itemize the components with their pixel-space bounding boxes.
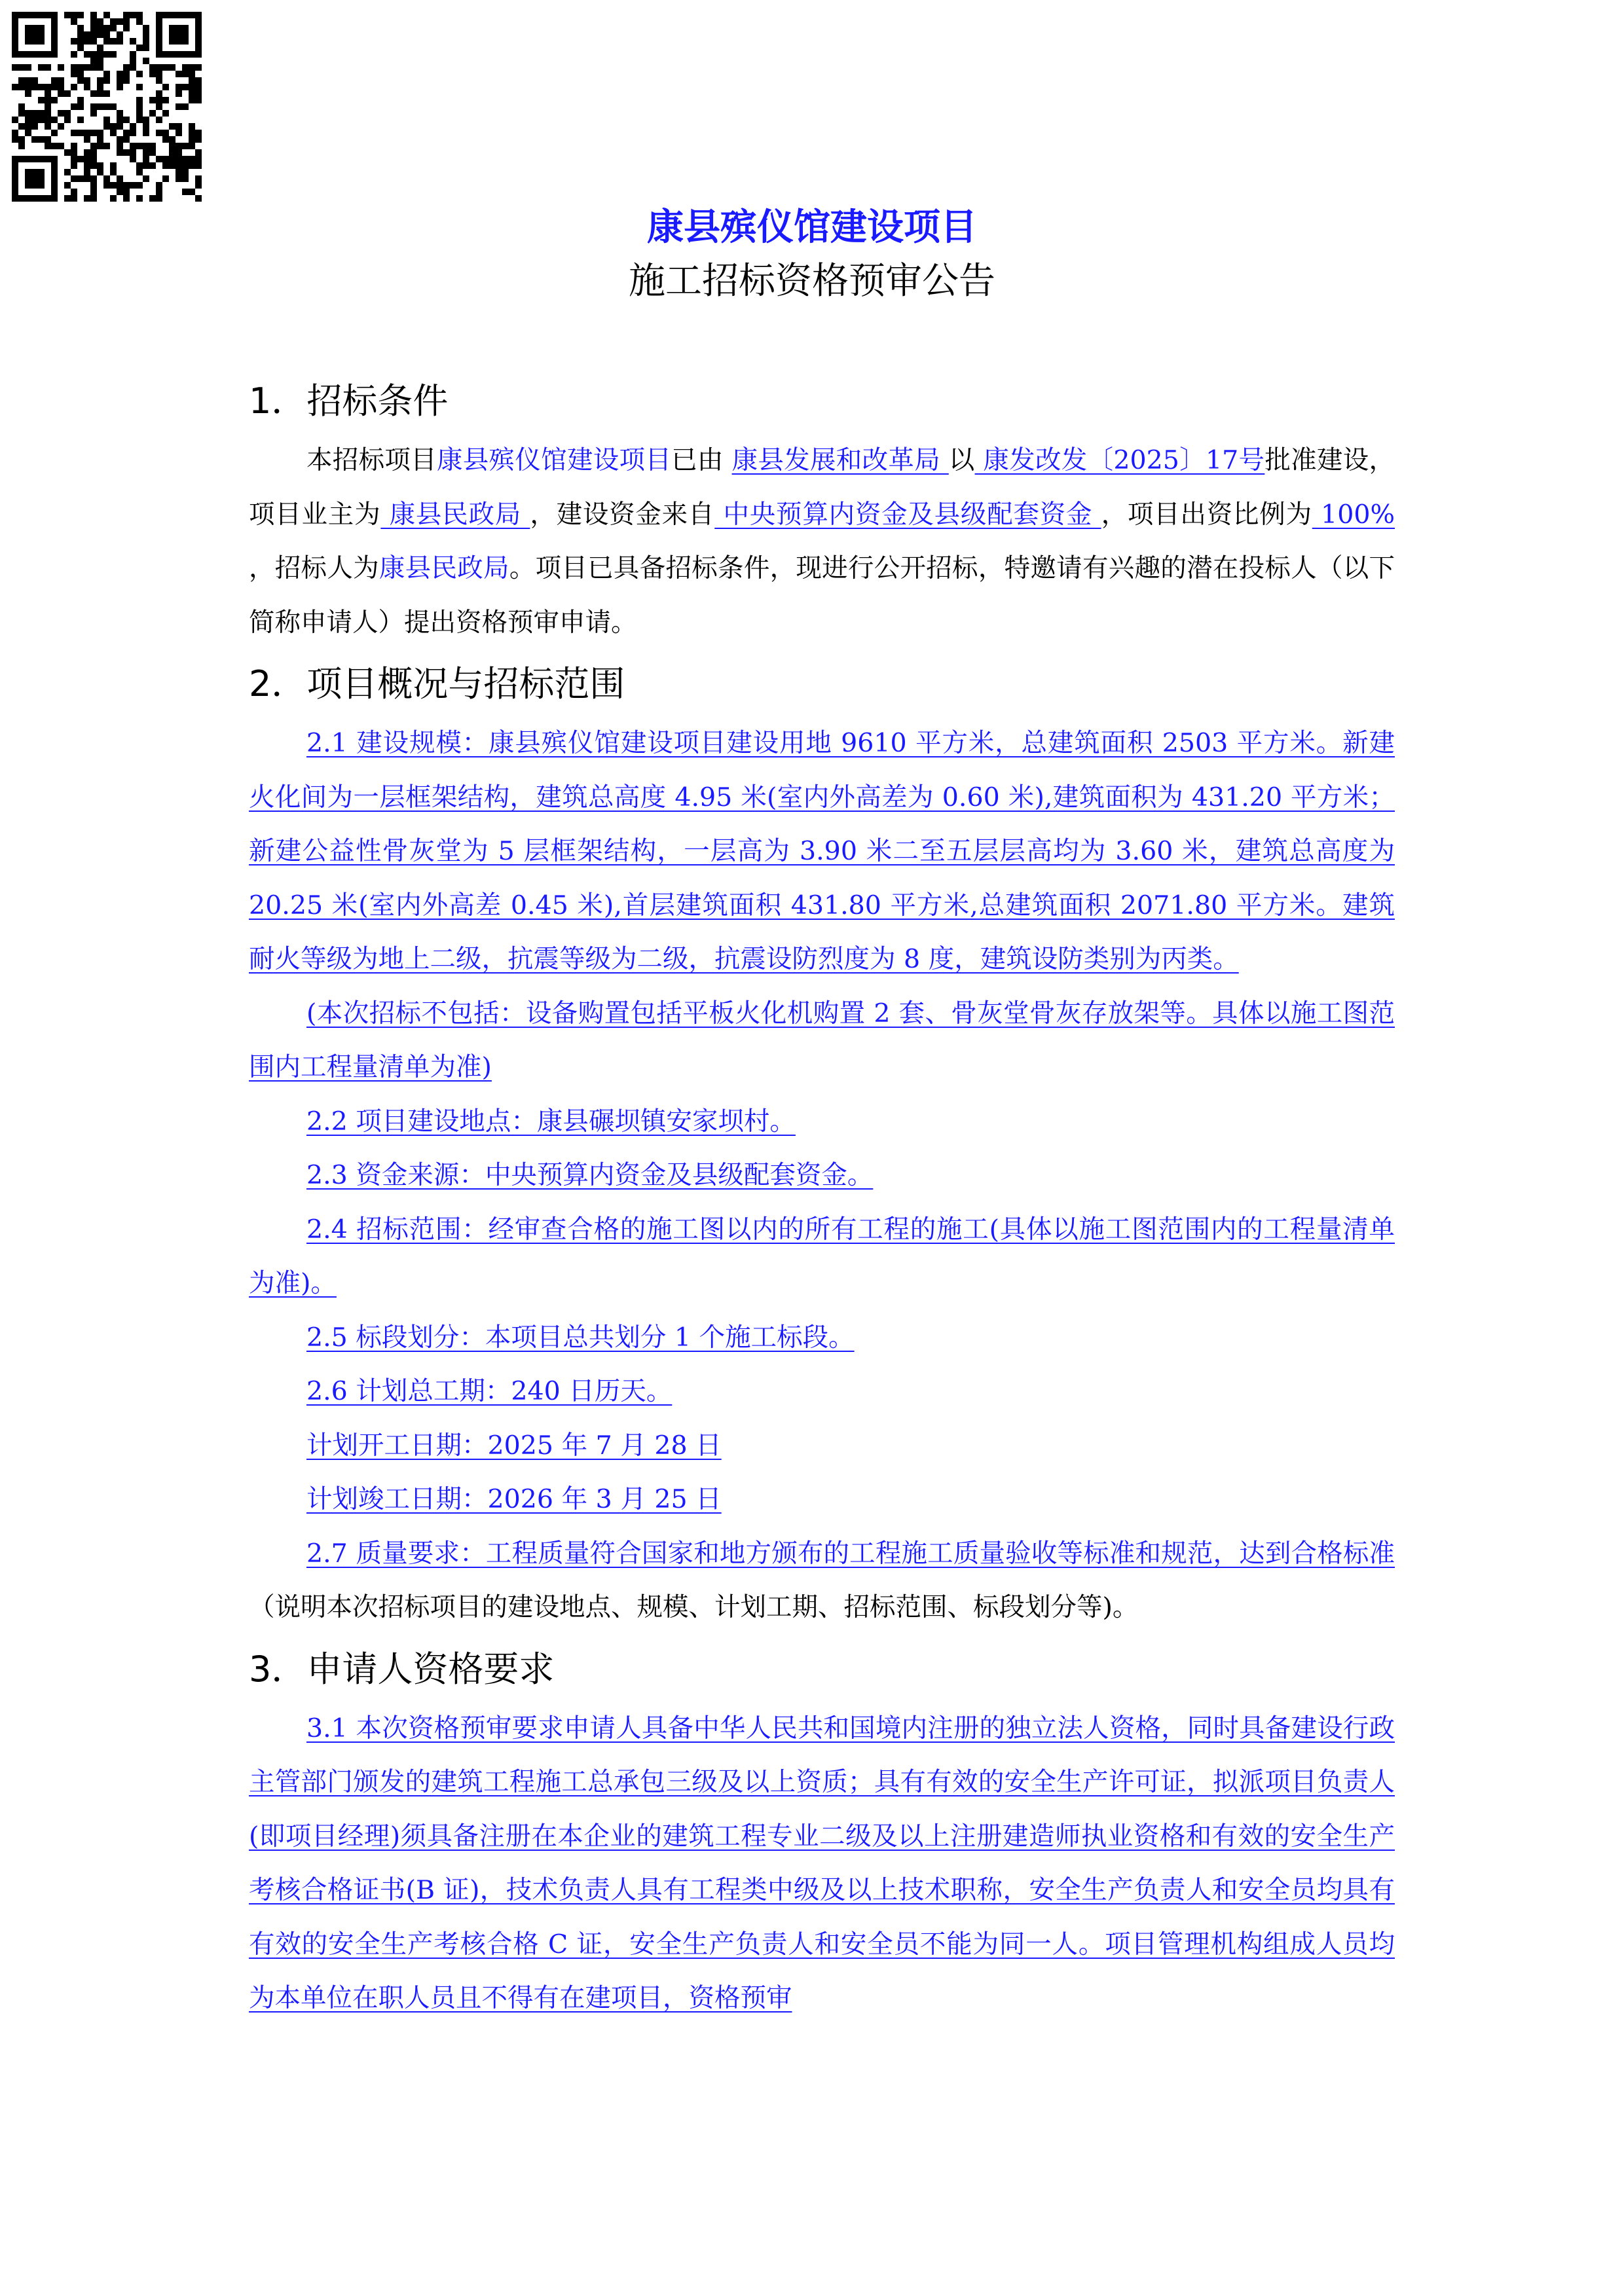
text: 已由 [671, 445, 732, 475]
project-name: 康县殡仪馆建设项目 [436, 445, 672, 475]
bidding-scope: 2.4 招标范围：经审查合格的施工图以内的所有工程的施工(具体以施工图范围内的工程量清单为准)。 [249, 1214, 1395, 1298]
quality-paragraph [249, 1527, 1395, 1635]
section-heading-2: 2．项目概况与招标范围 [249, 663, 625, 704]
planned-completion-date: 计划竣工日期：2026 年 3 月 25 日 [306, 1484, 722, 1514]
quality-requirement: 2.7 质量要求：工程质量符合国家和地方颁布的工程施工质量验收等标准和规范，达到合格标准 [306, 1538, 1395, 1569]
scope-paragraph [249, 1203, 1395, 1311]
text: ，项目出资比例为 [1101, 499, 1312, 530]
completion-date-paragraph [249, 1472, 1395, 1527]
document-title: 康县殡仪馆建设项目 [647, 206, 977, 249]
planned-start-date: 计划开工日期：2025 年 7 月 28 日 [306, 1430, 722, 1461]
lot-division: 2.5 标段划分：本项目总共划分 1 个施工标段。 [306, 1322, 855, 1353]
funding-ratio: 100% [1312, 499, 1395, 530]
duration-paragraph [249, 1364, 1395, 1419]
exclusion-note: (本次招标不包括：设备购置包括平板火化机购置 2 套、骨灰堂骨灰存放架等。具体以施工图范围内工程量清单为准) [249, 998, 1395, 1082]
lot-paragraph [249, 1311, 1395, 1365]
document-body [249, 367, 1395, 2026]
quality-note: （说明本次招标项目的建设地点、规模、计划工期、招标范围、标段划分等)。 [249, 1592, 1139, 1622]
section-heading-1: 1．招标条件 [249, 380, 449, 422]
planned-duration: 2.6 计划总工期：240 日历天。 [306, 1376, 673, 1406]
fund-paragraph [249, 1148, 1395, 1203]
tenderee: 康县民政局 [378, 553, 509, 583]
start-date-paragraph [249, 1419, 1395, 1473]
text: 本招标项目 [306, 445, 437, 475]
project-owner: 康县民政局 [380, 499, 530, 530]
approval-authority: 康县发展和改革局 [731, 445, 949, 475]
document-subtitle: 施工招标资格预审公告 [629, 260, 995, 302]
bidding-conditions-paragraph [249, 433, 1395, 649]
location-paragraph [249, 1095, 1395, 1149]
text: ，建设资金来自 [530, 499, 715, 530]
construction-scale: 2.1 建设规模：康县殡仪馆建设项目建设用地 9610 平方米，总建筑面积 2503 平方米。新建火化间为一层框架结构，建筑总高度 4.95 米(室内外高差为 0.60 米),建筑面积为 431.20 平方米；新建公益性骨灰堂为 5 层框架结构，一层高为 3.90 米二至五层层高均为 3.60 米，建筑总高度为 20.25 米(室内外高差 0.45 米),首层建筑面积 431.80 平方米,总建筑面积 2071.80 平方米。建筑耐火等级为地上二级，抗震等级为二级，抗震设防烈度为 8 度，建筑设防类别为丙类。 [249, 728, 1395, 974]
construction-scale-paragraph [249, 716, 1395, 987]
qualification-paragraph [249, 1702, 1395, 2026]
exclusion-paragraph [249, 987, 1395, 1095]
project-location: 2.2 项目建设地点：康县碾坝镇安家坝村。 [306, 1106, 796, 1137]
text: ，招标人为 [249, 553, 379, 583]
fund-source: 中央预算内资金及县级配套资金 [714, 499, 1101, 530]
text: 以 [948, 445, 975, 475]
text: 。项目已具备招标条件，现进行公开招标，特邀请有兴趣的潜在投标人（以下简称申请人）提出资格预审申请。 [249, 553, 1395, 638]
section-heading-3: 3．申请人资格要求 [249, 1648, 555, 1690]
qualification-requirement: 3.1 本次资格预审要求申请人具备中华人民共和国境内注册的独立法人资格，同时具备建设行政主管部门颁发的建筑工程施工总承包三级及以上资质；具有有效的安全生产许可证，拟派项目负责人(即项目经理)须具备注册在本企业的建筑工程专业二级及以上注册建造师执业资格和有效的安全生产考核合格证书(B 证)，技术负责人具有工程类中级及以上技术职称，安全生产负责人和安全员均具有有效的安全生产考核合格 C 证，安全生产负责人和安全员不能为同一人。项目管理机构组成人员均为本单位在职人员且不得有在建项目，资格预审 [249, 1713, 1395, 2013]
approval-document-number: 康发改发〔2025〕17号 [974, 445, 1265, 475]
qr-code-icon [12, 12, 202, 202]
fund-source-detail: 2.3 资金来源：中央预算内资金及县级配套资金。 [306, 1160, 874, 1190]
text: 批准建设，项目业主为 [249, 445, 1395, 530]
